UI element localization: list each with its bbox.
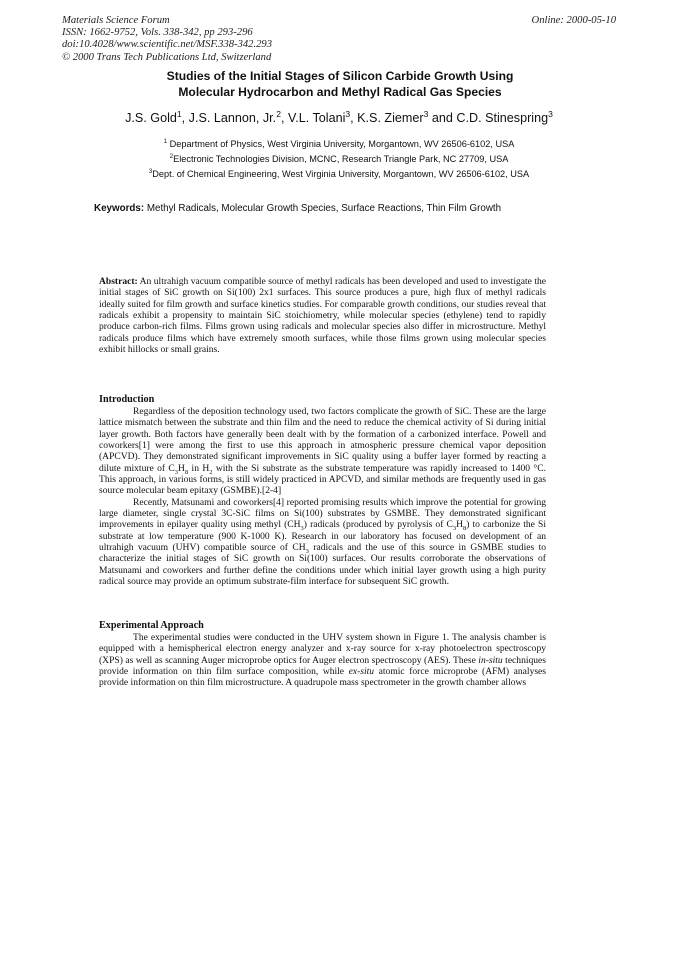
author-separator: ,: [181, 111, 189, 125]
subscript: 8: [463, 525, 467, 533]
affiliation-text: Dept. of Chemical Engineering, West Virginia University, Morgantown, WV 26506-6102, USA: [152, 169, 530, 180]
doi-line: doi:10.4028/www.scientific.net/MSF.338-342.293: [62, 39, 272, 51]
experimental-heading: Experimental Approach: [99, 620, 204, 631]
author-affiliation-mark: 3: [423, 108, 429, 119]
text-run: atomic force microprobe (AFM) analyses provide information on thin film microstructure. A quadrupole mass spectrometer in the growth chamber allows: [99, 666, 547, 689]
subscript: 3: [452, 525, 457, 533]
online-date: Online: 2000-05-10: [531, 15, 616, 26]
subscript: 8: [184, 468, 189, 476]
author-affiliation-mark: 1: [176, 108, 182, 119]
abstract: [99, 276, 546, 355]
author-affiliation-mark: 2: [276, 108, 281, 119]
copyright-line: © 2000 Trans Tech Publications Ltd, Switzerland: [62, 51, 272, 63]
author: K.S. Ziemer: [357, 111, 424, 125]
keywords: [94, 203, 614, 214]
author-and: and: [428, 111, 457, 125]
affiliation-text: Department of Physics, West Virginia University, Morgantown, WV 26506-6102, USA: [169, 139, 515, 149]
author-list: [62, 108, 616, 125]
affiliation: [62, 167, 616, 182]
text-run: Recently, Matsunami and coworkers[4] reported promising results which improve the potential for growing large diameter, single crystal 3C-SiC films on Si(100) substrates by GSMBE. They demonstrated significant improvements in epilayer quality using methyl (CH: [99, 496, 546, 531]
affiliation-list: [62, 137, 616, 183]
introduction-paragraph-1: [99, 406, 546, 497]
text-run: ) to carbonize the Si substrate at low temperature (900 K-1000 K). Research in our laboratory has focused on development of an ultrahigh vacuum (UHV) compatible source of CH: [99, 519, 546, 554]
author: J.S. Lannon, Jr.: [188, 111, 277, 125]
text-run: ) radicals (produced by pyrolysis of C: [303, 519, 453, 531]
text-run: in H: [188, 462, 210, 474]
affiliation: [62, 137, 616, 152]
affiliation-text: Electronic Technologies Division, MCNC, Research Triangle Park, NC 27709, USA: [173, 154, 509, 165]
affiliation-number: 2: [169, 153, 174, 161]
experimental-paragraph-1: [99, 632, 546, 689]
abstract-label: Abstract:: [99, 276, 138, 287]
affiliation-number: 3: [148, 168, 153, 176]
abstract-text: An ultrahigh vacuum compatible source of methyl radicals has been developed and used to investigate the initial stages of SiC growth on Si(100) 2x1 surfaces. This source produces a pure, high flux of methyl radicals ideally suited for film growth and surface kinetics studies. For comparable growth conditions, our studies reveal that radicals exhibit a propensity to maintain SiC stoichiometry, while molecular species (ethylene) tend to rapidly produce carbon-rich films. Films grown using radicals and molecular species also differ in microstructure. Methyl radicals produce films which have extremely smooth surfaces, while those films grown using molecular species exhibit hillocks or small grains.: [99, 276, 546, 356]
introduction-paragraph-2: [99, 497, 546, 588]
author-separator: ,: [280, 111, 288, 125]
author: V.L. Tolani: [287, 111, 346, 125]
journal-header: [62, 15, 272, 64]
experimental-section: [99, 632, 546, 689]
author: C.D. Stinespring: [456, 111, 549, 125]
subscript: 3: [305, 548, 309, 556]
introduction-heading: Introduction: [99, 394, 155, 405]
author-separator: ,: [350, 111, 358, 125]
paper-title: [80, 69, 600, 100]
italic-term: in-situ: [478, 654, 503, 666]
text-run: techniques provide information on thin film surface composition, while: [99, 654, 546, 678]
text-run: with the Si substrate as the substrate temperature was rapidly increased to 1400 °C. This approach, in various forms, is still widely practiced in APCVD, and similar methods are frequently used in gas source molecular beam epitaxy (GSMBE).[2-4]: [99, 462, 546, 497]
issn-line: ISSN: 1662-9752, Vols. 338-342, pp 293-296: [62, 27, 253, 39]
subscript: 3: [174, 468, 179, 476]
italic-term: ex-situ: [348, 666, 375, 678]
text-run: H: [456, 519, 463, 531]
text-run: radicals and the use of this source in GSMBE studies to characterize the initial stages of SiC growth on Si(100) surfaces. Our results corroborate the observations of Matsunami and coworkers and further define the conditions under which initial layer growth using a high purity radical source may provide an optimum substrate-film interface for subsequent SiC growth.: [99, 542, 546, 588]
introduction-section: [99, 406, 546, 588]
title-line-2: Molecular Hydrocarbon and Methyl Radical Gas Species: [178, 84, 502, 99]
keywords-text: Methyl Radicals, Molecular Growth Species, Surface Reactions, Thin Film Growth: [146, 203, 502, 214]
subscript: 3: [300, 525, 304, 533]
journal-name: Materials Science Forum: [62, 15, 170, 26]
author: J.S. Gold: [125, 111, 177, 125]
affiliation: [62, 152, 616, 167]
author-affiliation-mark: 3: [345, 108, 351, 119]
affiliation-number: 1: [163, 137, 168, 145]
text-run: H: [178, 462, 185, 474]
keywords-label: Keywords:: [94, 203, 145, 214]
author-affiliation-mark: 3: [548, 108, 553, 119]
title-line-1: Studies of the Initial Stages of Silicon Carbide Growth Using: [166, 69, 514, 83]
subscript: 2: [209, 468, 213, 476]
text-run: The experimental studies were conducted in the UHV system shown in Figure 1. The analysis chamber is equipped with a hemispherical electron energy analyzer and x-ray source for x-ray photoelectron spectroscopy (XPS) as well as scanning Auger microprobe optics for Auger electron spectroscopy (AES). These: [99, 632, 546, 666]
text-run: Regardless of the deposition technology used, two factors complicate the growth of SiC. These are the large lattice mismatch between the substrate and thin film and the need to reduce the chemical activity of Si during initial layer growth. Both factors have generally been dealt with by the formation of a carbonized interface. Powell and coworkers[1] were among the first to use this approach in atmospheric pressure chemical vapor deposition (APCVD). They demonstrated significant improvements in SiC quality using a buffer layer formed by reacting a dilute mixture of C: [99, 406, 546, 474]
